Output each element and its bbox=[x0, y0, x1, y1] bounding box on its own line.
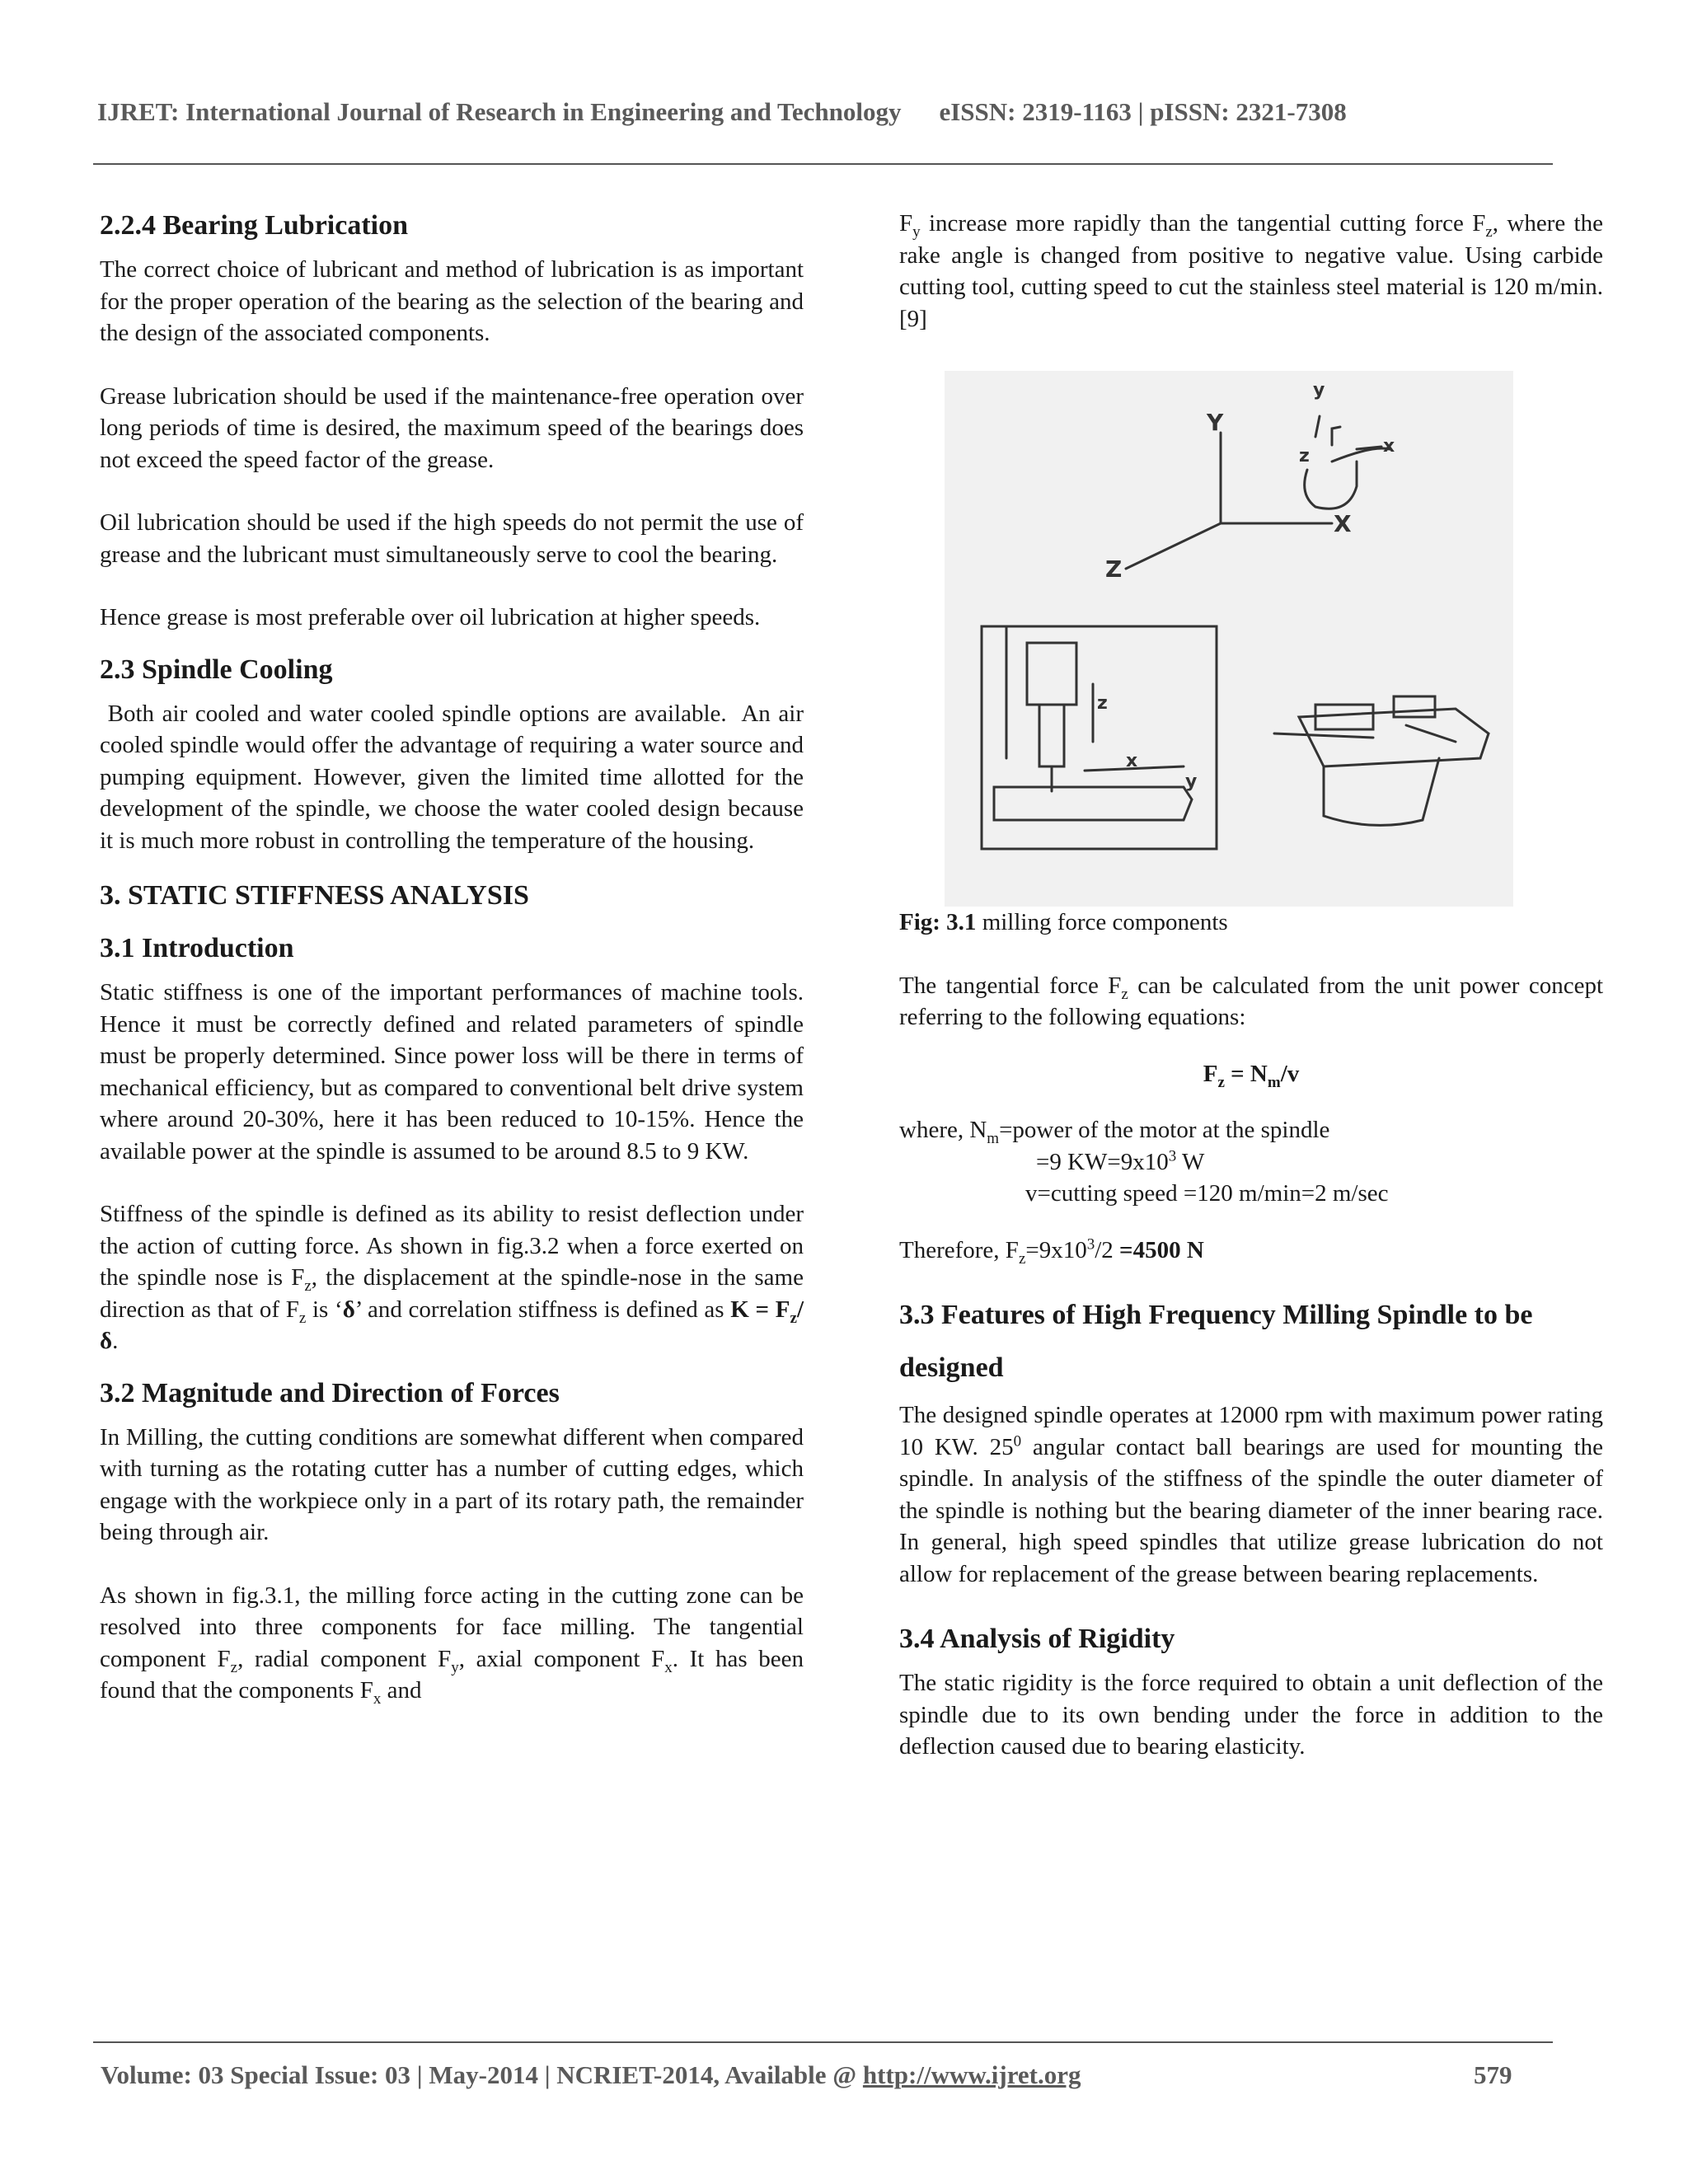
mill-y-label: y bbox=[1185, 771, 1198, 792]
mill-frame bbox=[982, 626, 1217, 849]
milling-sketch bbox=[945, 371, 1513, 907]
paragraph: The static rigidity is the force required to obtain a unit deflection of the spindle due to its own bending under the force in addition to the deflection caused due to bearing elasticity. bbox=[899, 1670, 1603, 1760]
paragraph: In Milling, the cutting conditions are somewhat different when compared with turning as the rotating cutter has a number of cutting edges, which engage with the workpiece only in a part of its rotary path, the remainder being through air. bbox=[100, 1423, 804, 1545]
footer-rule bbox=[93, 2041, 1553, 2043]
left-column bbox=[100, 208, 810, 1738]
result-line: Therefore, $F_z=9x10^3/2 =4500$ N bbox=[899, 1235, 1204, 1268]
paragraph: Grease lubrication should be used if the maintenance-free operation over long periods of time is desired, the maximum speed of the bearings does not exceed the speed factor of the grease. bbox=[100, 382, 804, 473]
paragraph: The tangential force $F_z$ can be calculated from the unit power concept referring to the following equations: bbox=[899, 972, 1604, 1030]
z-small-label: z bbox=[1299, 446, 1310, 466]
paragraph: Oil lubrication should be used if the high speeds do not permit the use of grease and the lubricant must simultaneously serve to cool the bearing. bbox=[100, 509, 804, 568]
section-heading-3: 3. STATIC STIFFNESS ANALYSIS bbox=[100, 880, 529, 911]
equation-where-block: where, $N_m=power$ of the motor at the spindle =9 $KW=9x10^3$ W v=cutting speed =120 m/min=2 m/sec bbox=[899, 1117, 1389, 1207]
paragraph: The correct choice of lubricant and method of lubrication is as important for the proper operation of the bearing as the selection of the bearing and the design of the associated components. bbox=[100, 256, 804, 346]
journal-name: IJRET: International Journal of Research in Engineering and Technology bbox=[97, 97, 902, 126]
equation-fz: $F_z = N_m/v$ bbox=[1203, 1060, 1300, 1091]
paragraph: Both air cooled and water cooled spindle options are available. An air cooled spindle would offer the advantage of requiring a water source and pumping equipment. However, given the limited time allotted for the development of the spindle, we choose the water cooled design because it is much more robust in controlling the temperature of the housing. bbox=[100, 700, 810, 854]
section-heading-3-3: 3.3 Features of High Frequency Milling Spindle to be designed bbox=[899, 1300, 1533, 1383]
running-footer bbox=[101, 2060, 1518, 2090]
section-heading-3-4: 3.4 Analysis of Rigidity bbox=[899, 1624, 1175, 1654]
paragraph: Stiffness of the spindle is defined as its ability to resist deflection under the action of cutting force. As shown in fig.3.2 when a force exerted on the spindle nose is $F_z$, the displacement at the spindle-nose in the same direction as that of $F_z$ is ‘δ’ and correlation stiffness is defined as $K = F_z/\delta$. bbox=[100, 1201, 804, 1354]
footer-text: Volume: 03 Special Issue: 03 | May-2014 | NCRIET-2014, Available @ bbox=[101, 2060, 863, 2089]
figure-milling-force-components bbox=[945, 371, 1513, 907]
paragraph: As shown in fig.3.1, the milling force acting in the cutting zone can be resolved into three components for face milling. The tangential component $F_z$, radial component $F_y$, axial component $F_x$. It has been found that the components $F_x$ and bbox=[100, 1582, 804, 1708]
journal-link[interactable]: http://www.ijret.org bbox=[862, 2060, 1081, 2089]
mill-z-label: z bbox=[1097, 693, 1108, 714]
section-heading-2-2-4: 2.2.4 Bearing Lubrication bbox=[100, 210, 409, 241]
x-small-label: x bbox=[1383, 436, 1395, 457]
paragraph: $F_y$ increase more rapidly than the tangential cutting force $F_z$, where the rake angle is changed from positive to negative value. Using carbide cutting tool, cutting speed to cut the stainless steel material is 120 m/min.[9] bbox=[899, 210, 1603, 332]
paragraph: Static stiffness is one of the important performances of machine tools. Hence it must be correctly defined and related parameters of spindle must be properly determined. Since power loss will be there in terms of mechanical efficiency, but as compared to conventional belt drive system where around 20-30%, here it has been reduced to 10-15%. Hence the available power at the spindle is assumed to be around 8.5 to 9 KW. bbox=[100, 979, 804, 1165]
figure-caption: Fig: 3.1 milling force components bbox=[899, 909, 1228, 935]
y-small-label: y bbox=[1313, 380, 1325, 401]
mill-table bbox=[994, 787, 1192, 820]
header-rule bbox=[93, 163, 1553, 165]
hand-sketch bbox=[1305, 416, 1390, 509]
z-axis-line bbox=[1126, 523, 1221, 569]
right-column bbox=[899, 208, 1603, 1794]
page-number: 579 bbox=[1474, 2060, 1512, 2089]
section-heading-2-3: 2.3 Spindle Cooling bbox=[100, 654, 333, 685]
mill-x-label: x bbox=[1126, 751, 1138, 771]
issn: eISSN: 2319-1163 | pISSN: 2321-7308 bbox=[939, 97, 1347, 126]
paragraph: Hence grease is most preferable over oil lubrication at higher speeds. bbox=[100, 604, 761, 630]
running-header bbox=[97, 97, 1548, 127]
paragraph: The designed spindle operates at 12000 rpm with maximum power rating 10 KW. $25^0$ angular contact ball bearings are used for mounting the spindle. In analysis of the stiffness of the spindle the outer diameter of the spindle is nothing but the bearing diameter of the inner bearing race. In general, high speed spindles that utilize grease lubrication do not allow for replacement of the grease between bearing replacements. bbox=[899, 1402, 1603, 1587]
section-heading-3-2: 3.2 Magnitude and Direction of Forces bbox=[100, 1377, 560, 1408]
y-label: Y bbox=[1207, 409, 1224, 436]
section-heading-3-1: 3.1 Introduction bbox=[100, 933, 294, 963]
z-label: Z bbox=[1105, 555, 1123, 583]
x-label: X bbox=[1334, 510, 1352, 537]
